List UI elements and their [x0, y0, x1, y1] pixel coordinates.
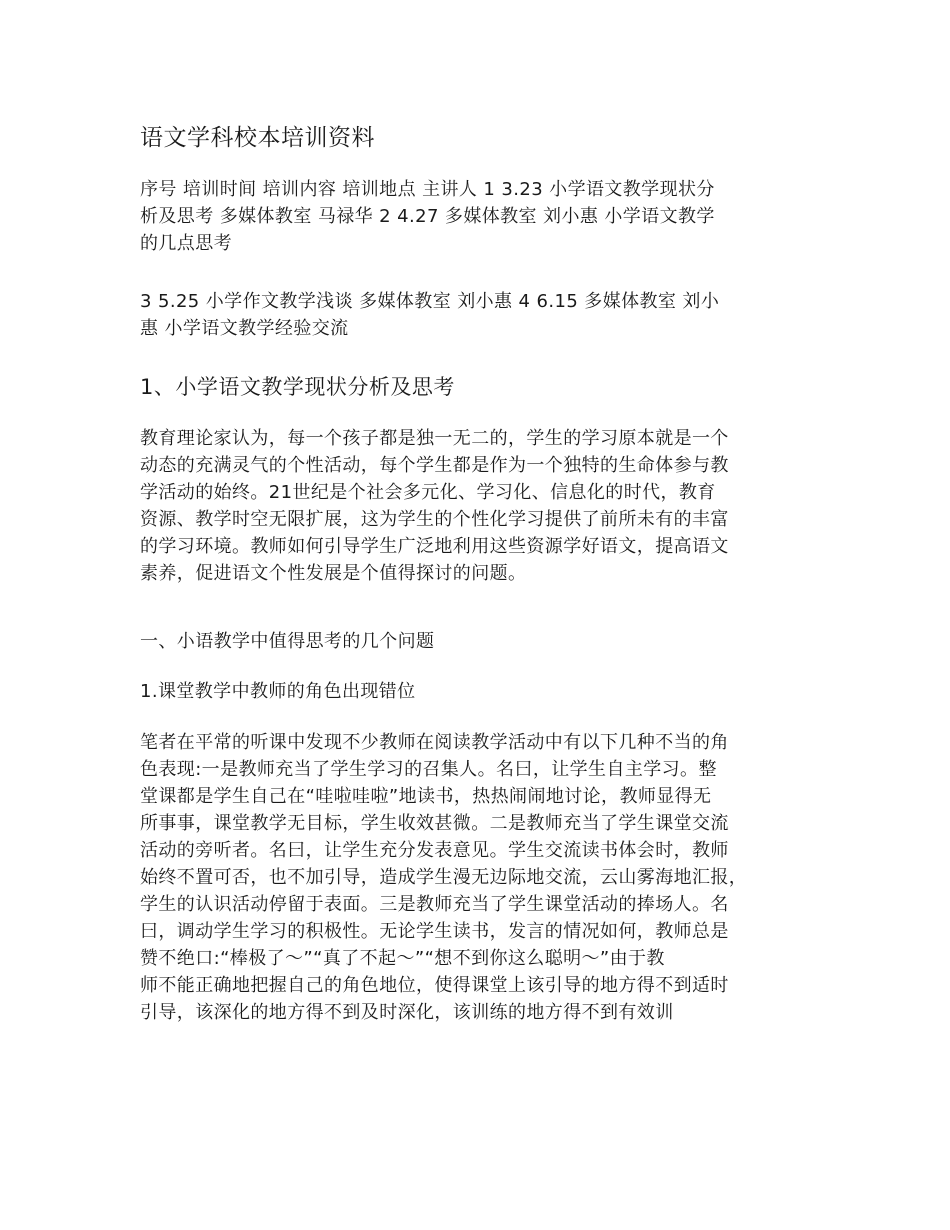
text-line: 始终不置可否，也不加引导，造成学生漫无边际地交流，云山雾海地汇报， — [140, 867, 748, 888]
text-line: 3 5.25 小学作文教学浅谈 多媒体教室 刘小惠 4 6.15 多媒体教室 刘小 — [140, 291, 720, 312]
schedule-paragraph-1 — [140, 176, 812, 257]
text-line: 活动的旁听者。名曰，让学生充分发表意见。学生交流读书体会时，教师 — [140, 840, 729, 861]
text-line: 的几点思考 — [140, 233, 232, 254]
text-line: 惠 小学语文教学经验交流 — [140, 318, 349, 339]
text-line: 动态的充满灵气的个性活动，每个学生都是作为一个独特的生命体参与教 — [140, 455, 729, 476]
text-line: 笔者在平常的听课中发现不少教师在阅读教学活动中有以下几种不当的角 — [140, 732, 729, 753]
text-line: 的学习环境。教师如何引导学生广泛地利用这些资源学好语文，提高语文 — [140, 536, 729, 557]
subheading-role-misplacement: 1.课堂教学中教师的角色出现错位 — [140, 681, 416, 702]
text-line: 师不能正确地把握自己的角色地位，使得课堂上该引导的地方得不到适时 — [140, 975, 729, 996]
document-title: 语文学科校本培训资料 — [140, 125, 375, 151]
subheading-problems: 一、小语教学中值得思考的几个问题 — [140, 631, 435, 652]
text-line: 素养，促进语文个性发展是个值得探讨的问题。 — [140, 563, 527, 584]
text-line: 教育理论家认为，每一个孩子都是独一无二的，学生的学习原本就是一个 — [140, 428, 729, 449]
text-line: 学生的认识活动停留于表面。三是教师充当了学生课堂活动的捧场人。名 — [140, 894, 729, 915]
text-line: 曰，调动学生学习的积极性。无论学生读书，发言的情况如何，教师总是 — [140, 921, 729, 942]
body-paragraph — [140, 729, 812, 1026]
section-heading: 1、小学语文教学现状分析及思考 — [140, 375, 455, 399]
text-line: 学活动的始终。21世纪是个社会多元化、学习化、信息化的时代，教育 — [140, 482, 716, 503]
text-line: 序号 培训时间 培训内容 培训地点 主讲人 1 3.23 小学语文教学现状分 — [140, 179, 715, 200]
text-line: 赞不绝口:“棒极了～”“真了不起～”“想不到你这么聪明～”由于教 — [140, 948, 665, 969]
schedule-paragraph-2 — [140, 288, 812, 342]
text-line: 所事事，课堂教学无目标，学生收效甚微。二是教师充当了学生课堂交流 — [140, 813, 729, 834]
text-line: 色表现:一是教师充当了学生学习的召集人。名曰，让学生自主学习。整 — [140, 759, 717, 780]
text-line: 堂课都是学生自己在“哇啦哇啦”地读书，热热闹闹地讨论，教师显得无 — [140, 786, 712, 807]
text-line: 析及思考 多媒体教室 马禄华 2 4.27 多媒体教室 刘小惠 小学语文教学 — [140, 206, 715, 227]
text-line: 引导，该深化的地方得不到及时深化，该训练的地方得不到有效训 — [140, 1002, 674, 1023]
intro-paragraph — [140, 425, 812, 587]
text-line: 资源、教学时空无限扩展，这为学生的个性化学习提供了前所未有的丰富 — [140, 509, 729, 530]
